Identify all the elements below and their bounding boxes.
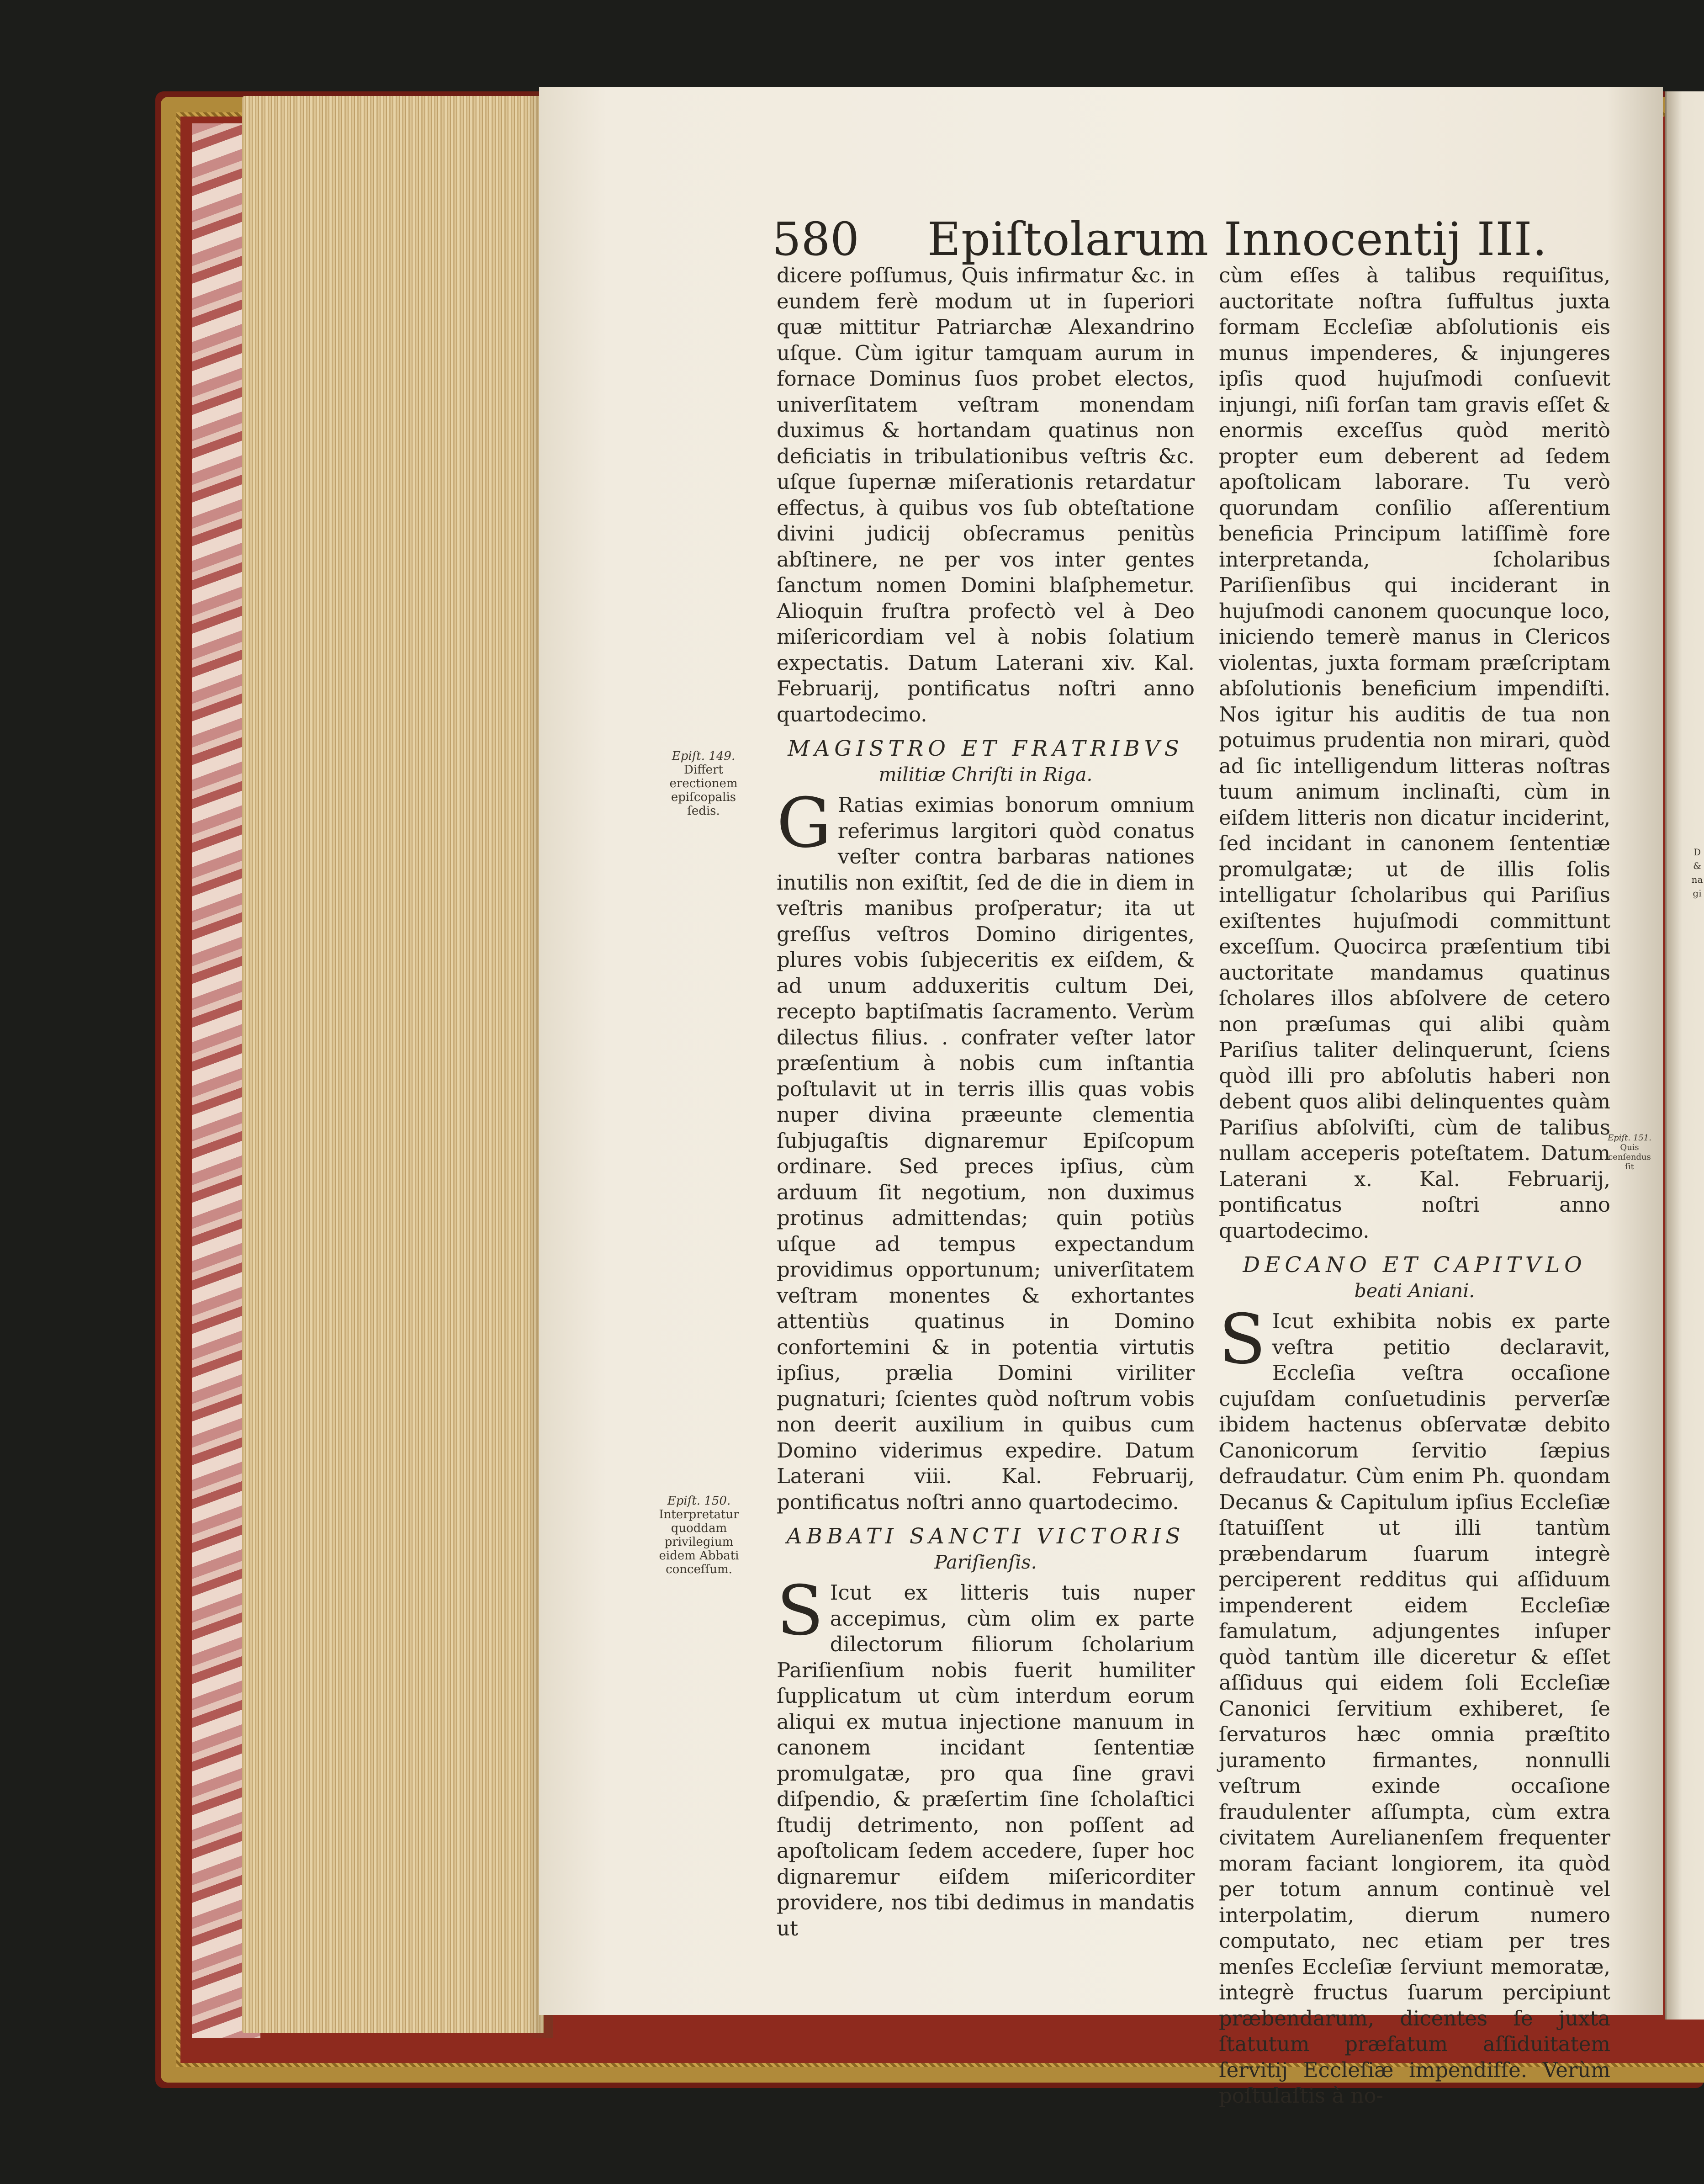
letter-150-body [777, 1571, 1195, 1941]
page-number: 580 [772, 212, 859, 266]
letter-150-dropcap: S [777, 1571, 824, 1651]
letter-149-body [777, 784, 1195, 1515]
letter-151-heading-main: DECANO ET CAPITVLO [1243, 1252, 1587, 1278]
intro-paragraph: dicere poſſumus, Quis infirmatur &c. in eundem ferè modum ut in ſuperiori quæ mittitur Patriarchæ Alexandrino uſque. Cùm igitur tamquam aurum in fornace Dominus ſuos probet electos, univerſitatem veſtram monendam duximus & hortandam quatinus non deficiatis in tribulationibus veſtris &c. uſque ſupernæ miſerationis retardatur effectus, à quibus vos ſub obteſtatione divini judicij obſecramus penitùs abſtinere, ne per vos inter gentes ſanctum nomen Domini blaſphemetur. Alioquin fruſtra profectò vel à Deo miſericordiam vel à nobis ſolatium expectatis. Datum Laterani xiv. Kal. Februarij, pontificatus noſtri anno quartodecimo. [777, 263, 1195, 726]
facing-page-edge [1665, 91, 1704, 2020]
letter-150-continuation: cùm eſſes à talibus requiſitus, auctoritate noſtra ſuffultus juxta formam Eccleſiæ abſolutionis eis munus impenderes, & injungeres ipſis quod hujuſmodi conſuevit injungi, niſi forſan tam gravis eſſet & enormis exceſſus quòd meritò propter eum deberent ad ſedem apoſtolicam laborare. Tu verò quorundam conſilio aſſerentium beneficia Principum latiſſimè fore interpretanda, ſcholaribus Pariſienſibus qui inciderant in hujuſmodi canonem quocunque loco, iniciendo temerè manus in Clericos violentas, juxta formam præſcriptam abſolutionis beneficium impendiſti. Nos igitur his auditis de tua non potuimus prudentia non mirari, quòd ad ſic intelligendum litteras noſtras tuum animum inclinaſti, cùm in eiſdem litteris non dicatur inciderint, ſed incidant in canonem ſententiæ promulgatæ; ut de illis ſolis intelligatur ſcholaribus qui Pariſius exiſtentes hujuſmodi committunt exceſſum. Quocirca præſentium tibi auctoritate mandamus quatinus ſcholares illos abſolvere de cetero non præſumas qui alibi quàm Pariſius taliter delinquerunt, ſciens quòd illi pro abſolutis haberi non debent quos alibi delinquentes quàm Pariſius abſolviſti, cùm de talibus nullam acceperis poteſtatem. Datum Laterani x. Kal. Februarij, pontificatus noſtri anno quartodecimo. [1219, 263, 1610, 1243]
letter-149-heading-main: MAGISTRO ET FRATRIBVS [788, 736, 1184, 761]
letter-151-text: Icut exhibita nobis ex parte veſtra petitio declaravit, Eccleſia veſtra occaſione cujuſdam conſuetudinis perverſæ ibidem hactenus obſervatæ debito Canonicorum ſervitio ſæpius defraudatur. Cùm enim Ph. quondam Decanus & Capitulum ipſius Eccleſiæ ſtatuiſſent ut illi tantùm præbendarum ſuarum integrè perciperent redditus qui aſſiduum impenderent eidem Eccleſiæ famulatum, adjungentes inſuper quòd tantùm ille diceretur & eſſet aſſiduus qui eidem ſoli Eccleſiæ Canonici ſervitium exhiberet, ſe ſervaturos hæc omnia præſtito juramento firmantes, nonnulli veſtrum exinde occaſione fraudulenter aſſumpta, cùm extra civitatem Aurelianenſem frequenter moram faciant longiorem, ita quòd per totum annum continuè vel interpolatim, dierum numero computato, nec etiam per tres menſes Eccleſiæ ſerviunt memoratæ, integrè fructus ſuarum percipiunt præbendarum, dicentes ſe juxta ſtatutum præfatum aſſiduitatem ſervitij Eccleſiæ impendiſſe. Verùm poſtulaſtis à no- [1219, 1309, 1610, 2108]
margin-note-150-label: Epiſt. 150. [667, 1494, 731, 1508]
margin-note-149 [653, 749, 754, 818]
letter-150-heading-main: ABBATI SANCTI VICTORIS [786, 1524, 1185, 1549]
margin-note-151-label: Epiſt. 151. [1608, 1133, 1651, 1143]
letter-149-dropcap: G [777, 784, 831, 863]
running-head [772, 212, 1548, 267]
running-head-title: Epiſtolarum Innocentij III. [927, 212, 1548, 266]
margin-note-150 [649, 1494, 749, 1576]
letter-149-heading [777, 736, 1195, 787]
letter-150-heading-sub: Pariſienſis. [934, 1551, 1037, 1573]
margin-note-151-text: Quis cenſendus ſit [1608, 1143, 1651, 1172]
letter-151-heading [1219, 1252, 1610, 1303]
left-column [777, 263, 1195, 1941]
facing-page-fragment: D & na gi [1691, 847, 1703, 899]
margin-note-150-text: Interpretatur quoddam privilegium eidem Abbati conceſſum. [659, 1508, 739, 1576]
right-column [1219, 263, 1610, 2109]
letter-151-heading-sub: beati Aniani. [1354, 1280, 1475, 1302]
margin-note-149-text: Differt erectionem epiſcopalis ſedis. [669, 763, 738, 818]
margin-note-151 [1604, 1133, 1655, 1172]
page-block-edges [242, 96, 544, 2033]
letter-151-dropcap: S [1219, 1300, 1266, 1379]
letter-151-body [1219, 1300, 1610, 2109]
letter-149-heading-sub: militiæ Chriſti in Riga. [878, 763, 1093, 785]
letter-150-heading [777, 1523, 1195, 1574]
letter-149-text: Ratias eximias bonorum omnium referimus largitori quòd conatus veſter contra barbaras nationes inutilis non exiſtit, ſed de die in diem in veſtris manibus proſperatur; ita ut greſſus veſtros Domino dirigentes, plures vobis ſubjeceritis ex eiſdem, & ad unum adduxeritis cultum Dei, recepto baptiſmatis ſacramento. Verùm dilectus filius. . confrater veſter lator præſentium à nobis cum inſtantia poſtulavit ut in terris illis quas vobis nuper divina præeunte clementia ſubjugaſtis dignaremur Epiſcopum ordinare. Sed preces ipſius, cùm arduum ſit negotium, non duximus protinus admittendas; quin potiùs uſque ad tempus expectandum providimus opportunum; univerſitatem veſtram monentes & exhortantes attentiùs quatinus in Domino confortemini & in potentia virtutis ipſius, prælia Domini viriliter pugnaturi; ſcientes quòd noſtrum vobis non deerit auxilium in quibus cum Domino viderimus expedire. Datum Laterani viii. Kal. Februarij, pontificatus noſtri anno quartodecimo. [777, 793, 1195, 1514]
letter-150-text: Icut ex litteris tuis nuper accepimus, cùm olim ex parte dilectorum filiorum ſcholarium Pariſienſium nobis fuerit humiliter ſupplicatum ut cùm interdum eorum aliqui ex mutua injectione manuum in canonem incidant ſententiæ promulgatæ, pro qua ſine gravi diſpendio, & præſertim ſine ſcholaſtici ſtudij detrimento, non poſſent ad apoſtolicam ſedem accedere, ſuper hoc dignaremur eiſdem miſericorditer providere, nos tibi dedimus in mandatis ut [777, 1580, 1195, 1940]
margin-note-149-label: Epiſt. 149. [672, 749, 736, 763]
